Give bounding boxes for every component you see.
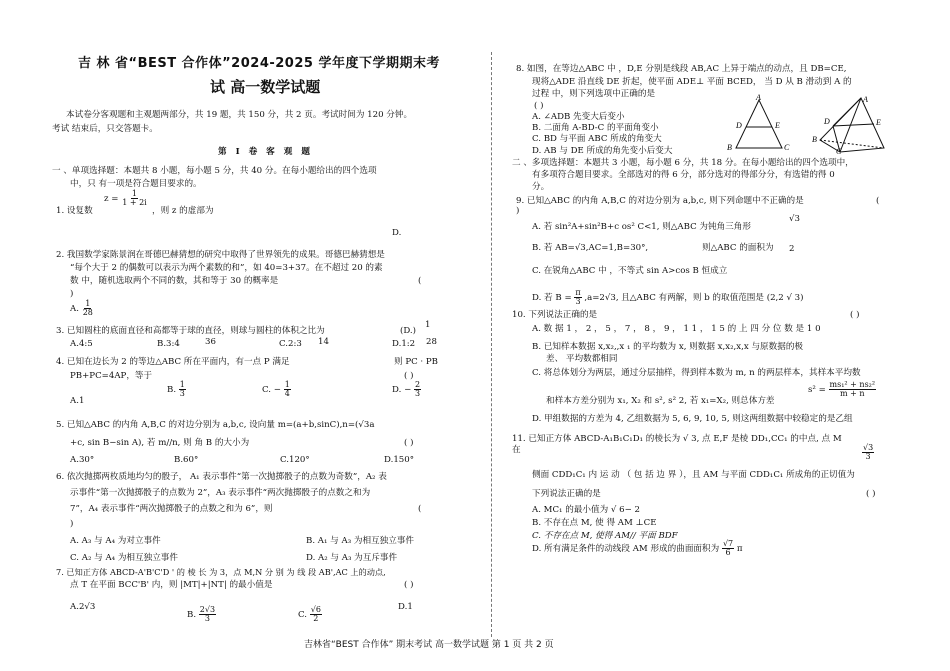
q8-option-a: A. ∠ADB 先变大后变小 <box>532 112 625 122</box>
q4-optB-label: B. <box>167 385 177 395</box>
q10-option-a: A. 数 据 1 ， 2 ， 5 ， 7 ， 8 ， 9 ， 1 1 ， 1 5 的 上 四 分 位 数 是 1 0 <box>532 324 821 334</box>
q4-paren: ( ) <box>404 371 414 381</box>
q4-option-b <box>167 381 186 398</box>
q9-option-b: B. 若 AB=√3,AC=1,B=30°, <box>532 243 649 253</box>
q11-option-c: C. 不存在点 M, 使得 AM// 平面 BDF <box>532 531 678 541</box>
q4-line1: 4. 已知在边长为 2 的等边△ABC 所在平面内，有一点 P 满足 <box>56 357 290 367</box>
q7-optB-label: B. <box>187 610 197 620</box>
q4-optD-num: 2 <box>415 380 421 389</box>
q2-option-a-frac <box>82 300 94 317</box>
fig2-label-e: E <box>876 118 881 127</box>
q10-s2-num: ms₁² + ns₂² <box>829 380 876 389</box>
fig2-label-a: A <box>863 95 868 104</box>
q4-optD-frac <box>414 381 421 398</box>
intro-line1: 本试卷分客观题和主观题两部分，共 19 题，共 150 分，共 2 页。考试时间为 120 分钟。 <box>66 110 413 120</box>
q8-paren: ( ) <box>534 101 544 111</box>
q9-optD-frac <box>574 289 581 306</box>
q9-option-a-num: √3 <box>789 214 800 224</box>
q3-paren: (D.) <box>400 326 417 336</box>
intro-line2: 考试 结束后，只交答题卡。 <box>52 124 158 134</box>
q9-paren: ( <box>876 196 880 206</box>
q6-line3: 7”，A₄ 表示事件“两次抛掷骰子的点数之和为 6”，则 <box>70 504 273 514</box>
q4-optB-den: 3 <box>179 389 185 398</box>
q2-option-a-label: A. <box>70 304 79 314</box>
q8-option-d: D. AB 与 DE 所成的角先变小后变大 <box>532 146 673 156</box>
q4-optD-den: 3 <box>415 389 421 398</box>
q10-s2-label: s² = <box>808 385 826 395</box>
q8-option-b: B. 二面角 A-BD-C 的平面角变小 <box>532 123 659 133</box>
q3-one: 1 <box>425 320 431 330</box>
q1-formula <box>104 190 148 207</box>
q11-frac-el <box>862 444 874 461</box>
q10-option-b: B. 已知样本数据 x,x₂,,x ₁ 的平均数为 x, 则数据 x,x₂,x,x 与原数据的极 <box>532 342 804 352</box>
fig2-edge3 <box>833 124 874 126</box>
q6-line2: 示事件“第一次抛掷骰子的点数为 2”，A₃ 表示事件“两次抛掷骰子的点数之和为 <box>70 488 371 498</box>
q2-paren: ( <box>418 276 422 286</box>
q11-option-a: A. MC₁ 的最小值为 √ 6− 2 <box>532 505 640 515</box>
q7-option-d: D.1 <box>398 602 413 612</box>
q4-option-d <box>392 381 421 398</box>
section2-heading: 二 、多项选择题：本题共 3 小题，每小题 6 分，共 18 分。在每小题给出的四个选项中， <box>512 158 854 168</box>
q5-option-d: D.150° <box>384 455 415 465</box>
q2-paren2: ) <box>70 289 74 299</box>
q1-frac <box>121 190 148 207</box>
q7-optC-den: 2 <box>313 614 319 623</box>
q6-line1: 6. 依次抛掷两枚质地均匀的骰子， A₁ 表示事件“第一次抛掷骰子的点数为奇数”，A₂ 表 <box>56 472 387 482</box>
fig2-edge4 <box>820 140 884 148</box>
q4-optC-num: 1 <box>284 380 290 389</box>
q4-optC-frac <box>284 381 291 398</box>
fig2-label-b: B <box>812 135 817 144</box>
q10-s2-den: m + n <box>840 389 865 398</box>
q11-optD-pi: π <box>736 544 743 554</box>
q4-optC-den: 4 <box>284 389 290 398</box>
q5-line1: 5. 已知△ABC 的内角 A,B,C 的对边分别为 a,b,c, 设向量 m=(a+b,sinC),n=(√3a <box>56 420 375 430</box>
q5-paren: ( ) <box>404 438 414 448</box>
q4-optD-minus: − <box>404 385 412 395</box>
q9-paren2: ) <box>516 206 520 216</box>
q5-option-b: B.60° <box>174 455 199 465</box>
q1-frac-num: 1 <box>131 189 138 198</box>
q9-option-b-den: 2 <box>789 244 795 254</box>
part1-title: 第 I 卷 客 观 题 <box>218 147 313 157</box>
fig2-label-d: D <box>824 117 830 126</box>
q4-optC-label: C. <box>262 385 272 395</box>
q1-option-d: D. <box>392 228 402 238</box>
q9-optD-label: D. 若 <box>532 293 553 303</box>
q8-line1: 8. 如图，在等边△ABC 中 ，D,E 分别是线段 AB,AC 上异于端点的动点，且 DB=CE, <box>516 64 847 74</box>
q9-option-a: A. 若 sin²A+sin²B+c os² C<1, 则△ABC 为钝角三角形 <box>532 222 751 232</box>
q2-optA-den: 28 <box>82 308 93 317</box>
q8-option-c: C. BD 与平面 ABC 所成的角变大 <box>532 134 662 144</box>
q2-line1: 2. 我国数学家陈景润在哥德巴赫猜想的研究中取得了世界领先的成果。哥德巴赫猜想是 <box>56 250 385 260</box>
q9-optD-num: π <box>575 288 581 297</box>
q11-frac-num: √3 <box>863 443 874 452</box>
q7-option-a: A.2√3 <box>70 602 96 612</box>
q3-option-b: B.3:4 <box>157 339 180 349</box>
q4-option-a: A.1 <box>70 396 85 406</box>
q9-optD-b: B = <box>555 293 572 303</box>
q3-option-d: D.1:2 <box>392 339 416 349</box>
q4-option-c <box>262 381 291 398</box>
q11-optD-num: √7 <box>722 539 734 548</box>
fig1-label-a: A <box>756 94 761 102</box>
q11-option-b: B. 不存在点 M, 使 得 AM ⊥CE <box>532 518 657 528</box>
q4-optD-label: D. <box>392 385 402 395</box>
fig1-label-d: D <box>736 121 742 130</box>
q9-optD-den: 3 <box>575 297 581 306</box>
q3-option-b-val: 36 <box>205 337 216 347</box>
q7-optC-frac <box>310 606 322 623</box>
q11-line2: 侧面 CDD₁C₁ 内 运 动 （ 包 括 边 界 ），且 AM 与平面 CDD₁C₁ 所成角的正切值为 <box>532 470 855 480</box>
q2-line2: “每个大于 2 的偶数可以表示为两个素数的和”，如 40=3+37。在不超过 20 的素 <box>70 263 383 273</box>
q1-text: 1. 设复数 <box>56 206 93 216</box>
page-footer: 吉林省“BEST 合作体” 期末考试 高一数学试题 第 1 页 共 2 页 <box>304 640 554 650</box>
q6-option-c: C. A₂ 与 A₄ 为相互独立事件 <box>70 553 178 563</box>
q7-optB-den: 3 <box>204 614 210 623</box>
q3-option-c: C.2:3 <box>279 339 302 349</box>
q3-option-a: A.4:5 <box>70 339 93 349</box>
q10-option-c2: 和样本方差分别为 x₁, X₂ 和 s², s² 2, 若 x₁=X₂, 则总体方差 <box>546 396 775 406</box>
section1-heading2: 中，只 有一项是符合题目要求的。 <box>70 179 202 189</box>
q2-line3: 数 中，随机选取两个不同的数，其和等于 30 的概率是 <box>70 276 279 286</box>
q7-line1: 7. 已知正方体 ABCD-A'B'C'D ' 的 棱 长 为 3，点 M,N 分 别 为 线 段 AB',AC 上的动点, <box>56 567 386 577</box>
q4-optB-num: 1 <box>179 380 185 389</box>
q7-optC-label: C. <box>298 610 308 620</box>
q10-option-c: C. 将总体划分为两层，通过分层抽样，得到样本数为 m, n 的两层样本，其样本平均数 <box>532 368 861 378</box>
q9-option-c: C. 在锐角△ABC 中 ，不等式 sin A>cos B 恒成立 <box>532 266 728 276</box>
q11-line1: 11. 已知正方体 ABCD-A₁B₁C₁D₁ 的棱长为 √ 3, 点 E,F 是棱 DD₁,CC₁ 的中点, 点 M <box>512 434 842 444</box>
q7-line2: 点 T 在平面 BCC'B' 内，则 |MT|+|NT| 的最小值是 <box>70 580 273 590</box>
q1-z: z = <box>104 194 119 204</box>
q8-figure <box>716 94 892 154</box>
q11-option-d <box>532 540 743 557</box>
q2-option-a <box>70 300 94 317</box>
q11-line1b: 在 <box>512 445 521 455</box>
q9-option-d <box>532 289 804 306</box>
fig1-label-b: B <box>727 143 732 152</box>
q7-option-c <box>298 606 322 623</box>
q7-paren: ( ) <box>404 580 414 590</box>
q9-line1: 9. 已知△ABC 的内角 A,B,C 的对边分别为 a,b,c, 则下列命题中不正确的是 <box>516 196 804 206</box>
fig2-edge2 <box>833 98 861 126</box>
q11-paren: ( ) <box>866 489 876 499</box>
q5-line2: +c, sin B−sin A), 若 m//n, 则 角 B 的大小为 <box>70 438 250 448</box>
q7-optB-frac <box>199 606 216 623</box>
q11-optD-label: D. 所有满足条件的动线段 AM 形成的曲面面积为 <box>532 544 720 554</box>
section1-heading: 一 、单项选择题：本题共 8 小题，每小题 5 分，共 40 分。在每小题给出的四个选项 <box>52 166 377 176</box>
q10-line1: 10. 下列说法正确的是 <box>512 310 598 320</box>
q11-optD-frac <box>722 540 734 557</box>
section2-heading2: 有多项符合题目要求。全部选对的得 6 分，部分选对的得部分分，有选错的得 0 <box>532 170 835 180</box>
q5-option-a: A.30° <box>70 455 95 465</box>
exam-title-line2: 试 高一数学试题 <box>210 78 321 96</box>
section2-heading3: 分。 <box>532 182 550 192</box>
q7-optC-num: √6 <box>310 605 321 614</box>
q10-option-b2: 差、 平均数都相同 <box>546 354 618 364</box>
fig2-label-c: C <box>836 147 842 154</box>
column-divider <box>491 52 492 637</box>
exam-title-line1: 吉 林 省“BEST 合作体”2024-2025 学年度下学期期末考 <box>78 56 440 71</box>
fig1-label-c: C <box>784 143 790 152</box>
q11-frac <box>862 444 874 461</box>
q3-option-c-val: 14 <box>318 337 329 347</box>
q11-frac-den: 3 <box>865 452 871 461</box>
q5-option-c: C.120° <box>280 455 310 465</box>
q6-option-d: D. A₂ 与 A₃ 为互斥事件 <box>306 553 398 563</box>
q8-line2: 现将△ADE 沿直线 DE 折起，使平面 ADE⊥ 平面 BCED， 当 D 从 B 滑动到 A 的 <box>532 77 852 87</box>
q3-text: 3. 已知圆柱的底面直径和高都等于球的直径，则球与圆柱的体积之比为 <box>56 326 325 336</box>
q1-tail: ，则 z 的虚部为 <box>152 206 214 216</box>
q9-option-b2: 则△ABC 的面积为 <box>702 243 774 253</box>
q8-line3: 过程 中，则下列选项中正确的是 <box>532 89 656 99</box>
q6-option-a: A. A₃ 与 A₄ 为对立事件 <box>70 536 161 546</box>
q2-optA-num: 1 <box>85 299 91 308</box>
q4-optC-minus: − <box>273 385 281 395</box>
q4-line1b: 则 PC · PB <box>394 357 438 367</box>
q11-optD-den: 6 <box>725 548 731 557</box>
q11-line3: 下列说法正确的是 <box>532 489 601 499</box>
q1-frac-den: 1 + 2i <box>122 198 147 207</box>
q6-paren: ( <box>418 504 422 514</box>
q6-option-b: B. A₁ 与 A₃ 为相互独立事件 <box>306 536 415 546</box>
q10-s2-formula <box>808 381 876 398</box>
q4-optB-frac <box>179 381 186 398</box>
q3-option-d-val: 28 <box>426 337 437 347</box>
fig1-label-e: E <box>775 121 780 130</box>
q6-paren2: ) <box>70 519 74 529</box>
q10-option-d: D. 甲组数据的方差为 4, 乙组数据为 5, 6, 9, 10, 5, 则这两组数据中较稳定的是乙组 <box>532 414 853 424</box>
q9-optD-tail: ,a=2√3, 且△ABC 有两解，则 b 的取值范围是 (2,2 √ 3) <box>584 293 804 303</box>
q10-paren: ( ) <box>850 310 860 320</box>
q7-optB-num: 2√3 <box>199 605 216 614</box>
q10-s2-frac <box>829 381 877 398</box>
q7-option-b <box>187 606 216 623</box>
q4-line2: PB+PC=4AP，等于 <box>70 371 153 381</box>
